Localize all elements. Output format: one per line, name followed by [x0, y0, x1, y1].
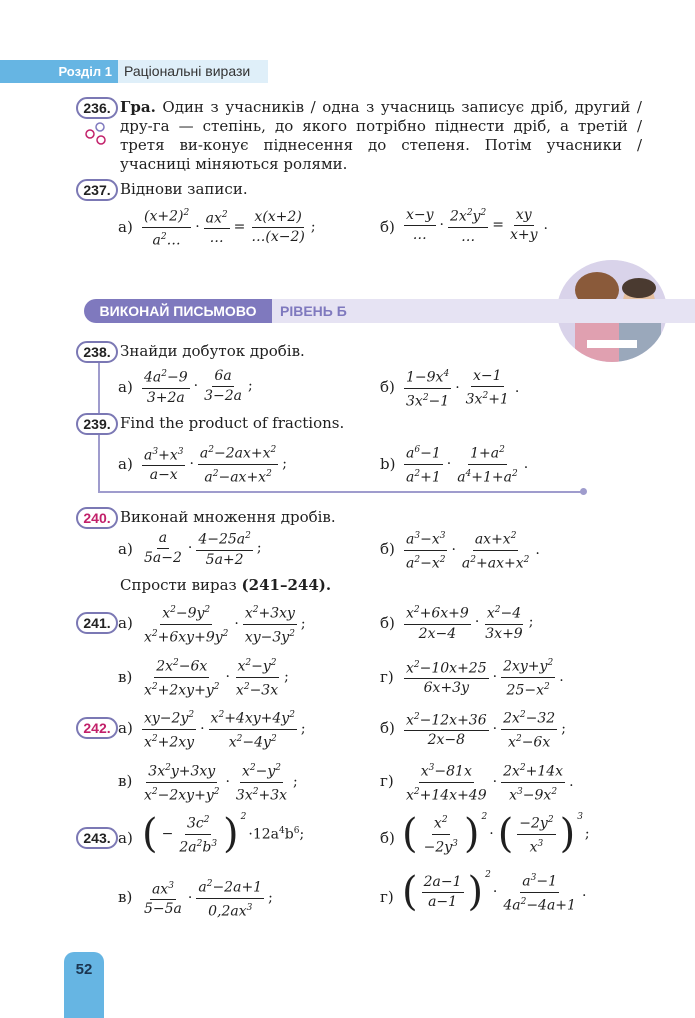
exercise-number-243: 243. [76, 827, 118, 849]
item-label: а) [118, 218, 133, 236]
exercise-number-238: 238. [76, 341, 118, 363]
section-title: Раціональні вирази [118, 60, 268, 83]
item-label: b) [380, 455, 396, 473]
formula-242a: $xy-2y^2$ $x^2+2xy$ · $x^2+4xy+4y^2$ $x^2-4y^2$ ; [140, 707, 308, 751]
formula-243d: ( 2a−1 a−1 ) $^2$ · $a^3-1$ $4a^2-4a+1$ . [402, 869, 587, 916]
item-label: а) [118, 829, 133, 847]
group-icon [82, 120, 110, 146]
formula-242b: $x^2-12x+36$ 2x−8 · $2x^2-32$ $x^2-6x$ ; [402, 707, 568, 751]
formula-239a: $a^3+x^3$ a−x · $a^2-2ax+x^2$ $a^2-ax+x^2$ ; [140, 442, 289, 486]
item-label: а) [118, 614, 133, 632]
formula-240b: $a^3-x^3$ $a^2-x^2$ · $ax+x^2$ $a^2+ax+x^2$ . [402, 528, 542, 572]
exercise-number-237: 237. [76, 179, 118, 201]
simplify-instruction: Спрости вираз (241–244). [120, 576, 332, 594]
exercise-number-236: 236. [76, 97, 118, 119]
formula-238b: $1-9x^4$ $3x^2-1$ · x−1 $3x^2+1$ . [406, 367, 520, 410]
item-label: в) [118, 888, 133, 906]
formula-237b: x−y … · $2x^2y^2$ … = $\frac{xy}{x+y}$ . [406, 206, 548, 245]
item-label: в) [118, 668, 133, 686]
item-label: б) [380, 614, 395, 632]
formula-241a: $x^2-9y^2$ $x^2+6xy+9y^2$ · $x^2+3xy$ $xy-3y^2$ ; [140, 602, 308, 646]
formula-241b: $x^2+6x+9$ 2x−4 · $x^2-4$ 3x+9 ; [402, 602, 535, 643]
formula-243a: ( − $\frac{3c^2}{2a^2b^3}$ ) $^2$ $\cdot 12a^4b^6$; [142, 811, 305, 858]
item-label: а) [118, 719, 133, 737]
item-label: a) [118, 455, 133, 473]
item-label: г) [380, 668, 394, 686]
formula-243b: ( $x^2$ $-2y^3$ ) $^2$ · ( $-2y^2$ $x^3$ ) $^3$ ; [402, 811, 590, 858]
formula-243c: $ax^3$ 5−5a · $a^2-2a+1$ $0,2ax^3$ ; [140, 876, 275, 920]
exercise-number-242: 242. [76, 717, 118, 739]
page-number: 52 [64, 952, 104, 1018]
exercise-number-240: 240. [76, 507, 118, 529]
item-label: б) [380, 829, 395, 847]
formula-238a: $4a^2-9$ 3+2a · 6a 3−2a ; [144, 367, 253, 406]
item-label: б) [380, 540, 395, 558]
banner-level-label: РІВЕНЬ Б [272, 299, 695, 323]
exercise-236-text: Гра. Один з учасників / одна з учасниць записує дріб, другий / дру-га — степінь, до якого потрібно піднести дріб, а третій / третя ви-конує піднесення до степеня. Потім учасники / учасниці міняються ролями. [120, 98, 642, 173]
item-label: г) [380, 772, 394, 790]
item-label: в) [118, 772, 133, 790]
banner-write-label: ВИКОНАЙ ПИСЬМОВО [84, 299, 272, 323]
exercise-237-text: Віднови записи. [120, 180, 248, 198]
exercise-240-text: Виконай множення дробів. [120, 508, 336, 526]
item-label: б) [380, 218, 395, 236]
formula-241d: $x^2-10x+25$ 6x+3y · $2xy+y^2$ $25-x^2$ . [402, 655, 566, 699]
formula-239b: $a^6-1$ $a^2+1$ · $1+a^2$ $a^4+1+a^2$ . [402, 442, 530, 486]
section-label: Розділ 1 [0, 60, 118, 83]
formula-241c: $2x^2-6x$ $x^2+2xy+y^2$ · $x^2-y^2$ $x^2-3x$ ; [140, 655, 291, 699]
block-border-bottom [98, 491, 584, 493]
exercise-number-239: 239. [76, 413, 118, 435]
item-label: г) [380, 888, 394, 906]
item-label: б) [380, 719, 395, 737]
item-label: а) [118, 378, 133, 396]
item-label: а) [118, 540, 133, 558]
exercise-number-241: 241. [76, 612, 118, 634]
formula-242c: $3x^2y+3xy$ $x^2-2xy+y^2$ · $x^2-y^2$ $3x^2+3x$ ; [140, 760, 300, 804]
item-label: б) [380, 378, 395, 396]
border-dot [580, 488, 587, 495]
formula-240a: a 5a−2 · $4-25a^2$ 5a+2 ; [144, 529, 262, 568]
exercise-239-text: Find the product of fractions. [120, 414, 345, 432]
formula-237a: $(x+2)^2$ $a^2\dots$ · $ax^2$ … = $\frac{x(x+2)}{\dots(x-2)}$ ; [140, 205, 318, 249]
exercise-238-text: Знайди добуток дробів. [120, 342, 305, 360]
formula-242d: $x^3-81x$ $x^2+14x+49$ · $2x^2+14x$ $x^3-9x^2$ . [402, 760, 576, 804]
